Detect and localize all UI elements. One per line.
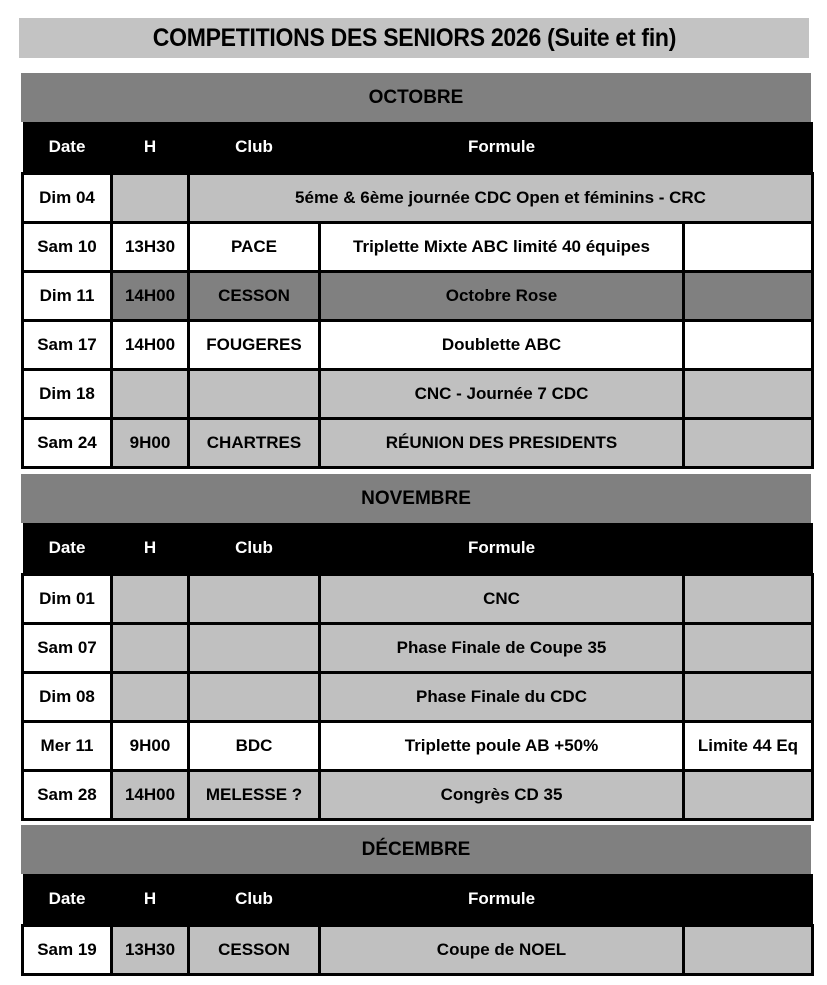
- cell-club: [189, 575, 320, 624]
- cell-hour: [112, 624, 189, 673]
- cell-club: [189, 370, 320, 419]
- column-header-formule: Formule: [320, 874, 684, 926]
- cell-hour: [112, 370, 189, 419]
- cell-hour: [112, 673, 189, 722]
- cell-date: Sam 19: [23, 926, 112, 975]
- table-header-row: [23, 523, 813, 575]
- table-row: [23, 223, 813, 272]
- cell-hour: 9H00: [112, 419, 189, 468]
- cell-formule: Phase Finale de Coupe 35: [320, 624, 684, 673]
- cell-date: Dim 01: [23, 575, 112, 624]
- cell-hour: [112, 174, 189, 223]
- cell-hour: 14H00: [112, 771, 189, 820]
- cell-formule: CNC - Journée 7 CDC: [320, 370, 684, 419]
- column-header-hour: H: [112, 523, 189, 575]
- column-header-date: Date: [23, 122, 112, 174]
- cell-date: Sam 28: [23, 771, 112, 820]
- cell-hour: 13H30: [112, 223, 189, 272]
- cell-extra: [684, 223, 813, 272]
- table-header-row: [23, 874, 813, 926]
- cell-hour: 9H00: [112, 722, 189, 771]
- cell-club: CESSON: [189, 926, 320, 975]
- cell-formule: Octobre Rose: [320, 272, 684, 321]
- column-header-club: Club: [189, 122, 320, 174]
- cell-extra: Limite 44 Eq: [684, 722, 813, 771]
- column-header-hour: H: [112, 122, 189, 174]
- table-row: [23, 321, 813, 370]
- cell-hour: 13H30: [112, 926, 189, 975]
- cell-date: Dim 18: [23, 370, 112, 419]
- cell-club: MELESSE ?: [189, 771, 320, 820]
- cell-formule: CNC: [320, 575, 684, 624]
- month-section-novembre: [21, 474, 811, 821]
- table-row: [23, 174, 813, 223]
- table-row: [23, 624, 813, 673]
- column-header-formule: Formule: [320, 122, 684, 174]
- cell-hour: 14H00: [112, 272, 189, 321]
- cell-extra: [684, 624, 813, 673]
- cell-formule: Coupe de NOEL: [320, 926, 684, 975]
- cell-extra: [684, 673, 813, 722]
- column-header-date: Date: [23, 523, 112, 575]
- table-row: [23, 272, 813, 321]
- schedule-table-novembre: [21, 523, 814, 821]
- cell-date: Sam 07: [23, 624, 112, 673]
- cell-club: BDC: [189, 722, 320, 771]
- column-header-formule: Formule: [320, 523, 684, 575]
- cell-extra: [684, 419, 813, 468]
- column-header-extra: [684, 122, 813, 174]
- cell-formule: Phase Finale du CDC: [320, 673, 684, 722]
- month-section-decembre: [21, 825, 811, 976]
- cell-date: Dim 04: [23, 174, 112, 223]
- cell-formule: Congrès CD 35: [320, 771, 684, 820]
- table-header-row: [23, 122, 813, 174]
- cell-hour: [112, 575, 189, 624]
- cell-club: [189, 673, 320, 722]
- table-row: [23, 722, 813, 771]
- cell-date: Sam 17: [23, 321, 112, 370]
- cell-date: Sam 24: [23, 419, 112, 468]
- month-title: NOVEMBRE: [21, 474, 811, 523]
- cell-date: Sam 10: [23, 223, 112, 272]
- table-row: [23, 673, 813, 722]
- month-title: OCTOBRE: [21, 73, 811, 122]
- cell-formule: Triplette Mixte ABC limité 40 équipes: [320, 223, 684, 272]
- cell-extra: [684, 321, 813, 370]
- cell-extra: [684, 370, 813, 419]
- cell-club: CHARTRES: [189, 419, 320, 468]
- table-row: [23, 771, 813, 820]
- cell-formule: RÉUNION DES PRESIDENTS: [320, 419, 684, 468]
- page-title-bar: [19, 18, 809, 58]
- column-header-extra: [684, 523, 813, 575]
- column-header-hour: H: [112, 874, 189, 926]
- month-section-octobre: [21, 73, 811, 469]
- column-header-extra: [684, 874, 813, 926]
- page-title: COMPETITIONS DES SENIORS 2026 (Suite et fin): [152, 23, 676, 52]
- cell-club: CESSON: [189, 272, 320, 321]
- cell-extra: [684, 272, 813, 321]
- cell-extra: [684, 771, 813, 820]
- cell-formule: Triplette poule AB +50%: [320, 722, 684, 771]
- cell-hour: 14H00: [112, 321, 189, 370]
- month-title: DÉCEMBRE: [21, 825, 811, 874]
- cell-extra: [684, 926, 813, 975]
- schedule-table-decembre: [21, 874, 814, 976]
- table-row: [23, 419, 813, 468]
- cell-formule: Doublette ABC: [320, 321, 684, 370]
- cell-formule-merged: 5éme & 6ème journée CDC Open et féminins - CRC: [189, 174, 813, 223]
- cell-club: PACE: [189, 223, 320, 272]
- table-row: [23, 575, 813, 624]
- cell-date: Dim 11: [23, 272, 112, 321]
- column-header-club: Club: [189, 523, 320, 575]
- column-header-date: Date: [23, 874, 112, 926]
- cell-club: [189, 624, 320, 673]
- cell-date: Mer 11: [23, 722, 112, 771]
- cell-date: Dim 08: [23, 673, 112, 722]
- table-row: [23, 926, 813, 975]
- table-row: [23, 370, 813, 419]
- cell-extra: [684, 575, 813, 624]
- schedule-table-octobre: [21, 122, 814, 469]
- column-header-club: Club: [189, 874, 320, 926]
- cell-club: FOUGERES: [189, 321, 320, 370]
